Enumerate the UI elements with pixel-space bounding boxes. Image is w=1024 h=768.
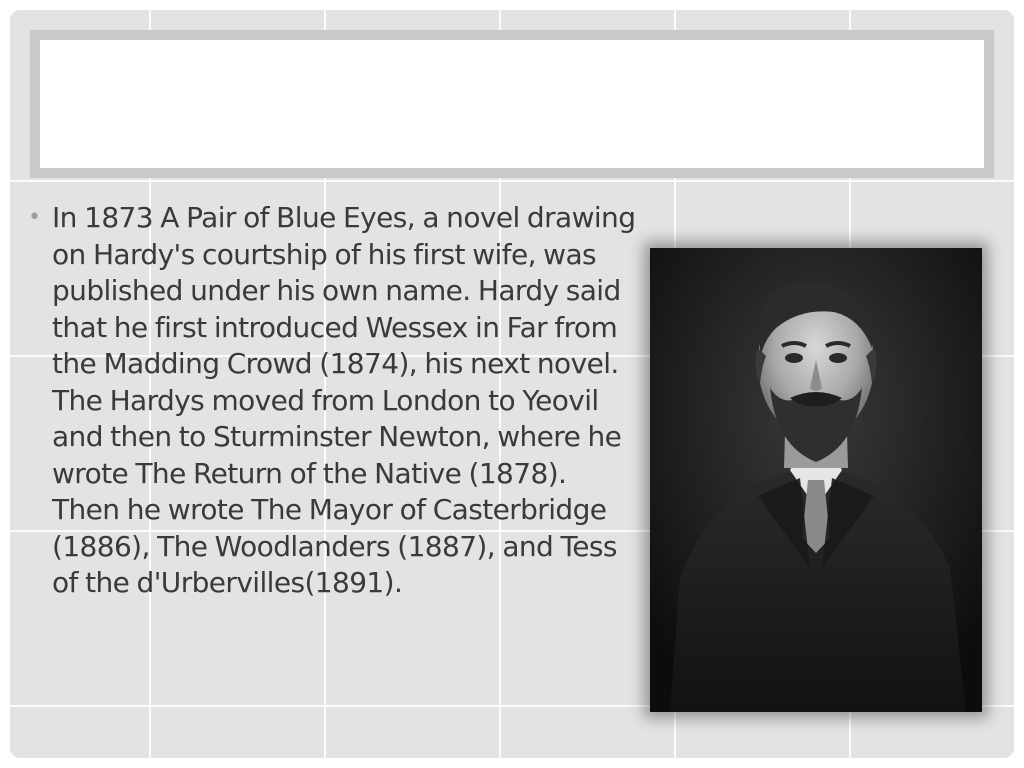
bullet-marker: • [28, 205, 41, 230]
portrait-illustration [650, 248, 982, 712]
title-placeholder-frame [30, 30, 994, 178]
bullet-text: In 1873 A Pair of Blue Eyes, a novel drawing on Hardy's courtship of his first wife, was published under his own name. Hardy said that he first introduced Wessex in Far from the Madding Crowd (1874), his next novel. The Hardys moved from London to Yeovil and then to Sturminster Newton, where he wrote The Return of the Native (1878). Then he wrote The Mayor of Casterbridge (1886), The Woodlanders (1887), and Tess of the d'Urbervilles(1891). [52, 201, 636, 599]
slide [10, 10, 1014, 758]
body-text-area [26, 200, 638, 602]
bullet-item [26, 200, 638, 602]
slide-title [40, 40, 984, 168]
portrait-photo [650, 248, 982, 712]
